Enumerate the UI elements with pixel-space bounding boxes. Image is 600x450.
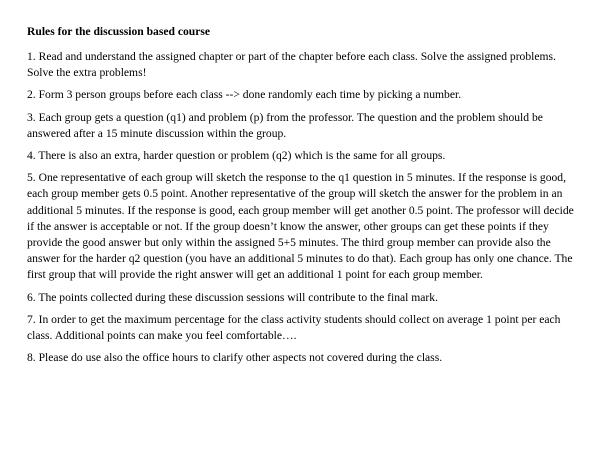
document-body: [27, 24, 582, 372]
rule-7: 7. In order to get the maximum percentage for the class activity students should collect on average 1 point per each class. Additional points can make you feel comfortable….: [27, 312, 561, 343]
rule-3: 3. Each group gets a question (q1) and problem (p) from the professor. The question and the problem should be answered after a 15 minute discussion within the group.: [27, 110, 543, 140]
rule-1: 1. Read and understand the assigned chapter or part of the chapter before each class. Solve the assigned problems. Solve the extra problems!: [27, 50, 556, 80]
document-title: Rules for the discussion based course: [27, 25, 211, 38]
rule-2: 2. Form 3 person groups before each class --> done randomly each time by picking a number.: [27, 88, 462, 102]
rule-8: 8. Please do use also the office hours to clarify other aspects not covered during the class.: [27, 351, 443, 365]
rule-4: 4. There is also an extra, harder question or problem (q2) which is the same for all groups.: [27, 149, 446, 163]
rule-5: 5. One representative of each group will sketch the response to the q1 question in 5 minutes. If the response is good, each group member gets 0.5 point. Another representative of the group will sketch the answer for the problem in an additional 5 minutes. If the response is good, each group member will get another 0.5 point. The professor will decide if the answer is acceptable or not. If the group doesn’t know the answer, other groups can get these points if they provide the good answer but only within the assigned 5+5 minutes. The third group member can provide also the answer for the harder q2 question (you have an additional 5 minutes to do that). Each group has only one chance. The first group that will provide the right answer will get an additional 1 point for each group member.: [27, 171, 574, 282]
rule-6: 6. The points collected during these discussion sessions will contribute to the final mark.: [27, 290, 438, 304]
